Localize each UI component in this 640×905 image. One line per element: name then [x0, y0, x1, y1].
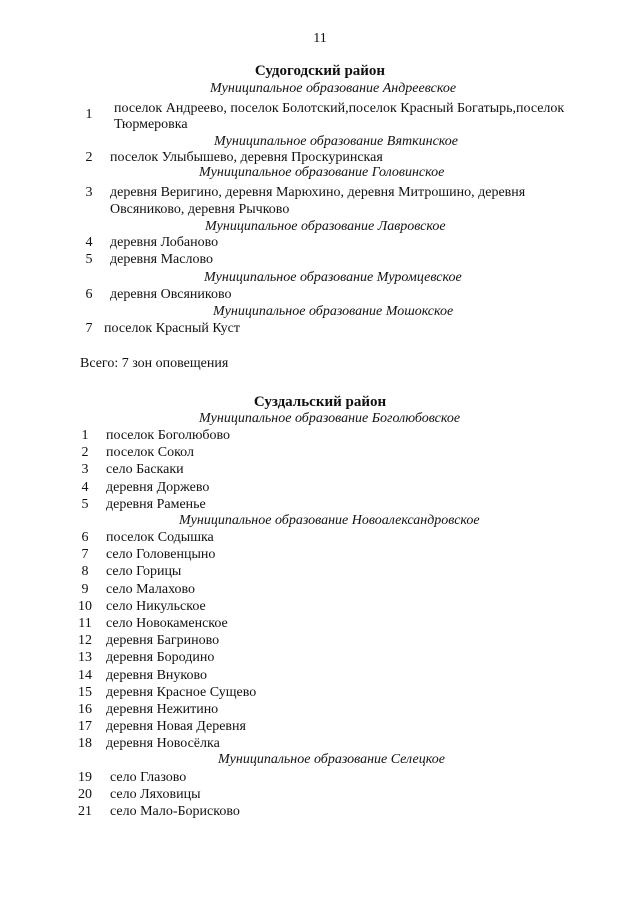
page-number: 11 [313, 31, 327, 46]
item-number: 3 [81, 462, 89, 478]
item-text: поселок Сокол [106, 445, 194, 461]
municipality-heading: Муниципальное образование Андреевское [210, 81, 457, 96]
item-number: 17 [78, 719, 92, 735]
item-number: 3 [85, 185, 93, 200]
item-text: село Глазово [110, 770, 187, 785]
municipality-heading: Муниципальное образование Муромцевское [204, 270, 462, 285]
item-text: поселок Красный Куст [104, 321, 241, 336]
item-number: 2 [81, 445, 89, 461]
item-number: 4 [81, 479, 89, 495]
municipality-heading: Муниципальное образование Селецкое [218, 752, 445, 767]
section-title-sudogodsky: Судогодский район [254, 63, 386, 79]
item-number: 14 [78, 667, 92, 683]
item-text: деревня Лобаново [110, 235, 219, 250]
item-text: деревня Веригино, деревня Марюхино, деревня Митрошино, деревня [110, 185, 526, 200]
item-text: поселок Андреево, поселок Болотский,поселок Красный Богатырь,поселок [114, 101, 565, 116]
municipality-heading: Муниципальное образование Новоалександровское [179, 513, 480, 528]
item-text: деревня Нежитино [106, 702, 219, 717]
item-number: 5 [81, 496, 89, 512]
item-text: деревня Внуково [106, 667, 208, 683]
item-number: 5 [85, 252, 93, 267]
item-number: 11 [78, 616, 92, 631]
item-number: 2 [85, 150, 93, 165]
item-text-continued: Овсяниково, деревня Рычково [110, 202, 290, 217]
item-number: 19 [78, 770, 92, 785]
municipality-heading: Муниципальное образование Головинское [199, 165, 445, 180]
item-text-continued: Тюрмеровка [114, 117, 188, 132]
item-text: поселок Улыбышево, деревня Проскуринская [110, 150, 383, 165]
item-text: деревня Доржево [106, 479, 210, 495]
municipality-heading: Муниципальное образование Вяткинское [214, 134, 459, 149]
item-number: 7 [81, 547, 89, 563]
item-number: 21 [78, 804, 92, 820]
item-text: село Мало-Борисково [110, 804, 240, 820]
section-title-suzdalsky: Суздальский район [253, 394, 387, 410]
item-text: поселок Содышка [106, 530, 214, 545]
item-number: 10 [78, 598, 92, 614]
item-number: 16 [78, 702, 92, 717]
item-number: 8 [81, 564, 89, 580]
item-number: 6 [81, 530, 89, 545]
item-text: село Баскаки [106, 462, 184, 478]
municipality-heading: Муниципальное образование Боголюбовское [199, 411, 461, 426]
item-text: поселок Боголюбово [106, 428, 231, 443]
item-number: 9 [81, 581, 89, 597]
item-number: 20 [78, 787, 92, 803]
item-text: деревня Бородино [106, 650, 215, 666]
item-text: деревня Багриново [106, 633, 220, 649]
item-text: село Ляховицы [110, 787, 201, 803]
item-text: село Малахово [106, 581, 196, 597]
item-number: 1 [85, 107, 93, 122]
item-text: село Горицы [106, 564, 182, 580]
municipality-heading: Муниципальное образование Лавровское [205, 219, 446, 234]
item-text: деревня Новая Деревня [106, 719, 246, 735]
item-number: 1 [81, 428, 89, 443]
item-number: 13 [78, 650, 92, 666]
item-text: деревня Новосёлка [106, 736, 220, 752]
zones-total: Всего: 7 зон оповещения [80, 356, 229, 371]
item-number: 12 [78, 633, 92, 649]
item-number: 4 [85, 235, 93, 250]
item-text: село Никульское [106, 598, 206, 614]
municipality-heading: Муниципальное образование Мошокское [213, 304, 454, 319]
item-text: деревня Маслово [110, 252, 213, 267]
item-text: деревня Раменье [106, 496, 206, 512]
item-text: село Новокаменское [106, 616, 228, 631]
item-number: 15 [78, 684, 92, 700]
item-text: деревня Овсяниково [110, 287, 232, 302]
item-number: 7 [85, 321, 93, 336]
item-number: 6 [85, 287, 93, 302]
item-text: деревня Красное Сущево [106, 684, 257, 700]
item-number: 18 [78, 736, 92, 752]
item-text: село Головенцыно [106, 547, 216, 563]
